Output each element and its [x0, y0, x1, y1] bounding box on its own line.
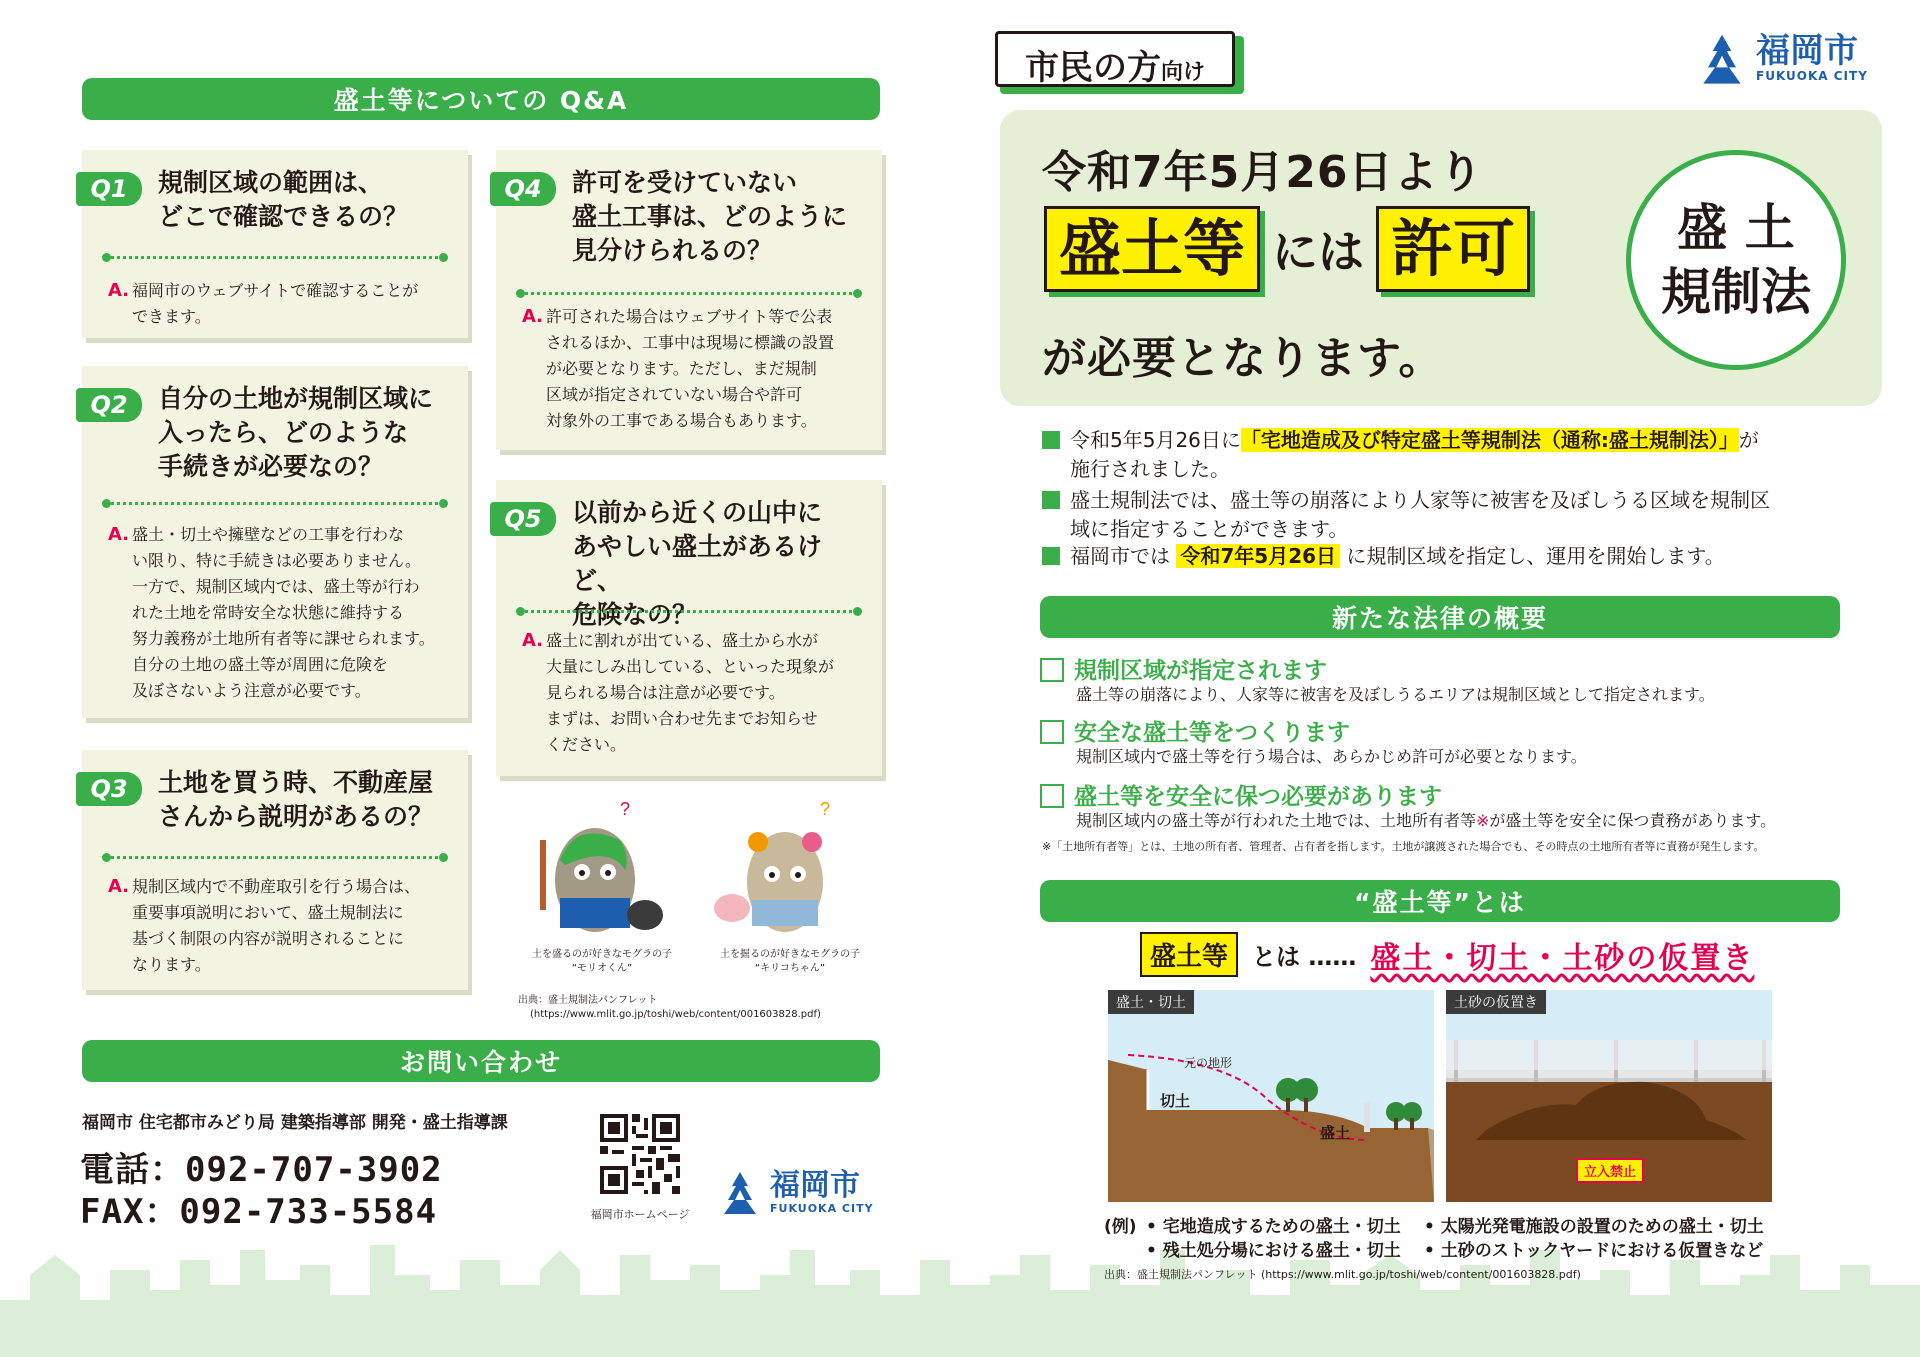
no-entry-sign: 立入禁止 [1576, 1158, 1644, 1183]
bullet-2: 盛土規制法では、盛土等の崩落により人家等に被害を及ぼしうる区域を規制区 [1042, 486, 1770, 515]
illustration2-label: 土砂の仮置き [1446, 990, 1546, 1014]
left-source-url: (https://www.mlit.go.jp/toshi/web/content/001603828.pdf) [530, 1009, 821, 1020]
audience-tag-main: 市民の方 [1024, 48, 1161, 88]
svg-text:?: ? [820, 800, 831, 819]
mascot1-caption: 土を盛るのが好きなモグラの子 “モリオくん” [532, 949, 672, 974]
logo-bottom-sub: FUKUOKA CITY [770, 1201, 874, 1215]
q1-question: 規制区域の範囲は、 どこで確認できるの？ [158, 168, 409, 231]
qa-card-q2 [82, 366, 468, 718]
checkbox-icon [1040, 658, 1064, 682]
bullet-3: 福岡市では 令和7年5月26日 に規制区域を指定し、運用を開始します。 [1042, 542, 1725, 571]
circle-line2: 規制法 [1661, 263, 1811, 321]
illustration1-cut-label: 切土 [1160, 1092, 1191, 1110]
q2-answer: 盛土・切土や擁壁などの工事を行わな い限り、特に手続きは必要ありません。 一方で、規制区域内では、盛土等が行わ れた土地を常時安全な状態に維持する 努力義務が土地所有者等に課せられます。 自分の土地の盛土等が周囲に危険を 及ぼさないよう注意が必要です。 [132, 525, 435, 700]
q3-divider [106, 856, 444, 859]
overview-item-2: 安全な盛土等をつくります [1040, 714, 1350, 747]
owner-note: ※「土地所有者等」とは、土地の所有者、管理者、占有者を指します。土地が譲渡された場合でも、その時点の土地所有者等に責務が発生します。 [1042, 840, 1765, 853]
hero-required-line: が必要となります。 [1042, 333, 1444, 384]
overview-item-3: 盛土等を安全に保つ必要があります [1040, 778, 1442, 811]
qa-card-q1 [82, 150, 468, 338]
definition-section-header: “盛土等”とは [1040, 880, 1840, 922]
fukuoka-logo-bottom [716, 1168, 874, 1216]
example-1: • 宅地造成するための盛土・切土 [1146, 1217, 1401, 1237]
bullet-1-line2: 施行されました。 [1070, 457, 1230, 481]
overview-item-3-desc: 規制区域内の盛土等が行われた土地では、土地所有者等※が盛土等を安全に保つ責務があります。 [1076, 811, 1777, 830]
q5-divider [520, 610, 858, 613]
circle-line1: 盛 土 [1677, 199, 1795, 257]
checkbox-icon [1040, 720, 1064, 744]
logo-top-text: 福岡市 [1756, 31, 1858, 71]
overview-item-1: 規制区域が指定されます [1040, 652, 1327, 685]
bullet-square-icon [1042, 491, 1060, 509]
checkbox-icon [1040, 784, 1064, 808]
left-source-label: 出典：盛土規制法パンフレット [518, 995, 658, 1006]
q1-divider [106, 256, 444, 259]
hero-box-kyoka: 許可 [1376, 206, 1530, 292]
examples-label: (例) [1104, 1217, 1137, 1237]
qa-section-header: 盛土等についての Q&A [82, 78, 880, 120]
q4-answer: 許可された場合はウェブサイト等で公表 されるほか、工事中は現場に標識の設置 が必要となります。ただし、まだ規制 区域が指定されていない場合や許可 対象外の工事である場合もあります。 [546, 307, 835, 430]
start-date-highlight: 令和7年5月26日 [1176, 544, 1340, 568]
q2-question: 自分の土地が規制区域に 入ったら、どのような 手続きが必要なの？ [158, 384, 434, 481]
definition-box: 盛土等 [1140, 932, 1238, 977]
illustration1-fill-label: 盛土 [1320, 1124, 1351, 1142]
qa-card-q4 [496, 150, 882, 450]
contact-fax: FAX：092-733-5584 [80, 1192, 438, 1232]
q1-badge: Q1 [76, 172, 142, 206]
hero-date-line: 令和7年5月26日より [1042, 147, 1484, 198]
right-source: 出典：盛土規制法パンフレット (https://www.mlit.go.jp/toshi/web/content/001603828.pdf) [1104, 1268, 1581, 1281]
example-3: • 太陽光発電施設の設置のための盛土・切土 [1424, 1217, 1764, 1237]
mascot2-caption: 土を掘るのが好きなモグラの子 “キリコちゃん” [720, 949, 860, 974]
hero-mid-text: には [1272, 225, 1365, 279]
qa-card-q3 [82, 750, 468, 990]
illustration-fill-cut [1108, 990, 1434, 1202]
hero-main-line [1044, 206, 1530, 292]
q4-divider [520, 292, 858, 295]
bullet-2-line2: 域に指定することができます。 [1070, 517, 1349, 541]
bullet-square-icon [1042, 547, 1060, 565]
logo-top-sub: FUKUOKA CITY [1756, 69, 1868, 83]
q5-question: 以前から近くの山中に あやしい盛土があるけど、 危険なの？ [572, 498, 823, 629]
audience-tag [995, 31, 1235, 87]
overview-item-1-desc: 盛土等の崩落により、人家等に被害を及ぼしうるエリアは規制区域として指定されます。 [1076, 685, 1715, 704]
contact-department: 福岡市 住宅都市みどり局 建築指導部 開発・盛土指導課 [82, 1113, 508, 1133]
bullet-square-icon [1042, 431, 1060, 449]
logo-bottom-text: 福岡市 [770, 1167, 860, 1203]
q4-question: 許可を受けていない 盛土工事は、どのように 見分けられるの？ [572, 168, 848, 265]
law-name-highlight: 「宅地造成及び特定盛土等規制法（通称:盛土規制法）」 [1240, 428, 1739, 452]
qr-caption: 福岡市ホームページ [590, 1208, 690, 1221]
law-name-circle [1626, 150, 1846, 370]
illustration-temporary-storage [1446, 990, 1772, 1202]
example-4: • 土砂のストックヤードにおける仮置きなど [1424, 1241, 1764, 1261]
q3-badge: Q3 [76, 772, 142, 806]
fukuoka-logo-top [1694, 30, 1868, 86]
audience-tag-small: 向け [1160, 60, 1205, 85]
q1-answer: 福岡市のウェブサイトで確認することが できます。 [132, 281, 419, 326]
q5-badge: Q5 [490, 502, 556, 536]
contact-section-header: お問い合わせ [82, 1040, 880, 1082]
definition-mid: とは …… [1252, 943, 1357, 971]
example-2: • 残土処分場における盛土・切土 [1146, 1241, 1401, 1261]
illustration1-original-terrain: 元の地形 [1184, 1056, 1233, 1070]
q1-answer-label: A. [108, 280, 130, 301]
svg-text:?: ? [620, 800, 631, 819]
bullet-1: 令和5年5月26日に「宅地造成及び特定盛土等規制法（通称:盛土規制法）」が [1042, 426, 1759, 455]
definition-items: 盛土・切土・土砂の仮置き [1370, 940, 1755, 976]
hero-box-morido: 盛土等 [1044, 206, 1260, 292]
qa-card-q5 [496, 480, 882, 776]
mascot-kiriko-illustration [710, 800, 860, 940]
q3-answer: 規制区域内で不動産取引を行う場合は、 重要事項説明において、盛土規制法に 基づく制限の内容が説明されることに なります。 [132, 877, 421, 974]
contact-phone: 電話：092-707-3902 [80, 1150, 443, 1190]
homepage-qr-code[interactable] [596, 1110, 684, 1198]
q3-answer-label: A. [108, 876, 130, 897]
q2-badge: Q2 [76, 388, 142, 422]
fukuoka-city-emblem-icon [716, 1168, 764, 1216]
q2-divider [106, 502, 444, 505]
q5-answer: 盛土に割れが出ている、盛土から水が 大量にしみ出している、といった現象が 見られる場合は注意が必要です。 まずは、お問い合わせ先までお知らせ ください。 [546, 631, 835, 754]
q5-answer-label: A. [522, 630, 544, 651]
illustration1-label: 盛土・切土 [1108, 990, 1194, 1014]
q2-answer-label: A. [108, 524, 130, 545]
overview-item-2-desc: 規制区域内で盛土等を行う場合は、あらかじめ許可が必要となります。 [1076, 747, 1587, 766]
q4-badge: Q4 [490, 172, 556, 206]
q4-answer-label: A. [522, 306, 544, 327]
mascot-morio-illustration [520, 800, 670, 940]
definition-line [1140, 932, 1754, 977]
overview-section-header: 新たな法律の概要 [1040, 596, 1840, 638]
hero-panel [1000, 110, 1882, 406]
q3-question: 土地を買う時、不動産屋 さんから説明があるの？ [158, 768, 434, 831]
fukuoka-city-emblem-icon [1694, 30, 1750, 86]
